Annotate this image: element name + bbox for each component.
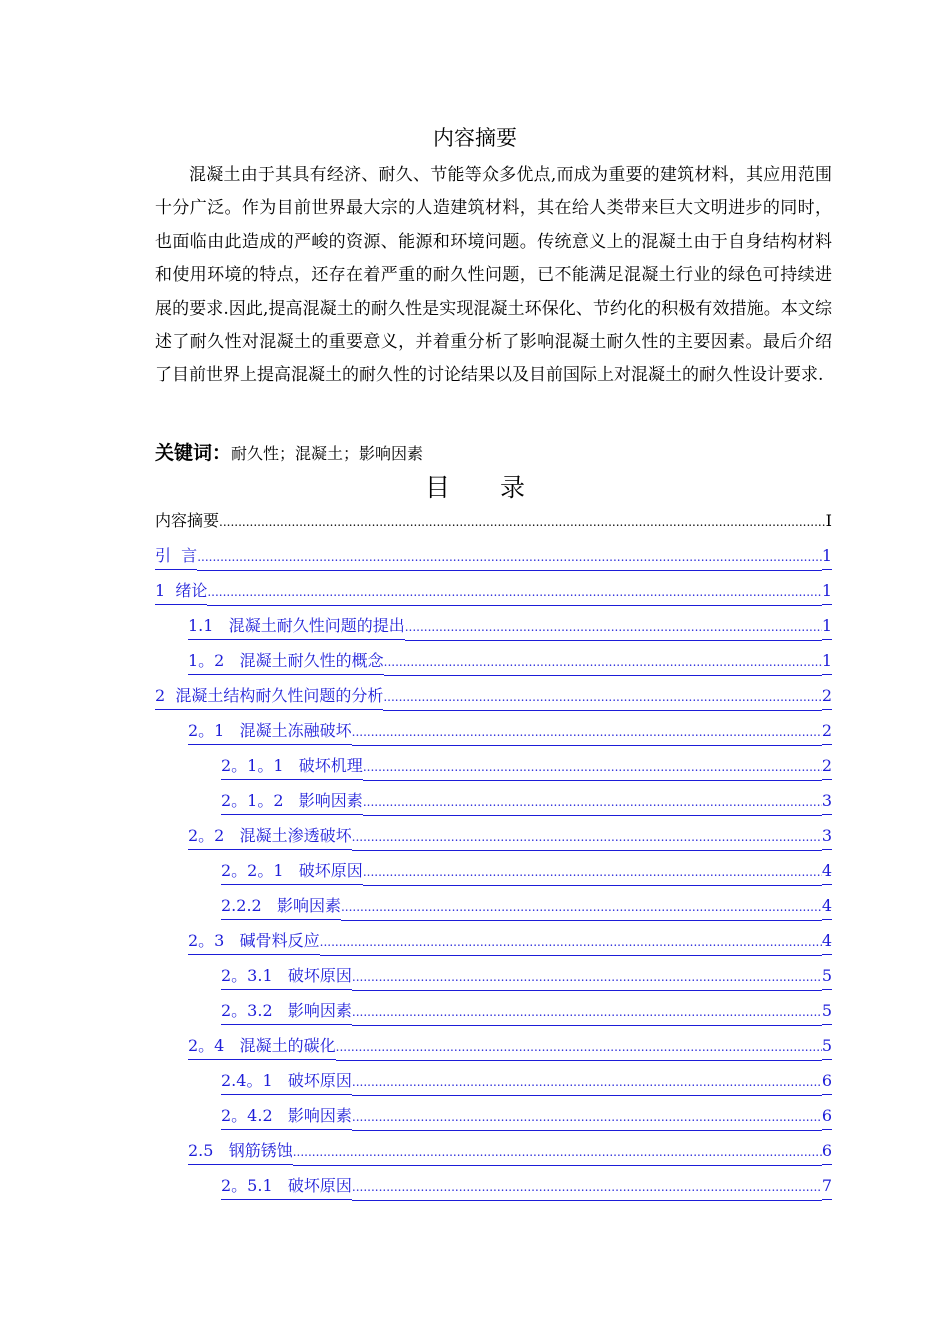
toc-entry-page: 1: [822, 543, 832, 570]
toc-entry-page: 4: [822, 858, 832, 885]
toc-dot-leader: [336, 1034, 822, 1061]
toc-entry-page: 1: [822, 648, 832, 675]
toc-dot-leader: [352, 1174, 822, 1201]
toc-entry-label: 2。4 混凝土的碳化: [188, 1033, 336, 1060]
toc-entry-label: 2.2.2 影响因素: [221, 893, 341, 920]
toc-dot-leader: [341, 894, 822, 921]
toc-entry-page: 4: [822, 893, 832, 920]
toc-entry-label: 2。3.1 破坏原因: [221, 963, 352, 990]
toc-entry[interactable]: [221, 998, 832, 1024]
toc-entry-label: 2。2 混凝土渗透破坏: [188, 823, 352, 850]
toc-entry[interactable]: [221, 1068, 832, 1094]
abstract-title: 内容摘要: [433, 126, 517, 150]
toc-entry-label: 2。1。1 破坏机理: [221, 753, 363, 780]
toc-dot-leader: [363, 789, 822, 816]
toc-dot-leader: [352, 719, 822, 746]
toc-entry-label: 引 言: [155, 543, 197, 570]
toc-entry[interactable]: [221, 753, 832, 779]
toc-entry-label: 2.5 钢筋锈蚀: [188, 1138, 293, 1165]
toc-entry-page: I: [825, 511, 832, 530]
toc-entry-label: 1。2 混凝土耐久性的概念: [188, 648, 384, 675]
toc-dot-leader: [219, 509, 826, 535]
toc-dot-leader: [352, 1104, 822, 1131]
toc-entry-page: 7: [822, 1173, 832, 1200]
toc-dot-leader: [293, 1139, 822, 1166]
toc-dot-leader: [363, 754, 822, 781]
toc-entry-label: 1.1 混凝土耐久性问题的提出: [188, 613, 405, 640]
toc-entry-page: 6: [822, 1138, 832, 1165]
toc-entry-page: 2: [822, 718, 832, 745]
toc-entry[interactable]: [155, 683, 832, 709]
toc-entry-page: 4: [822, 928, 832, 955]
toc-entry[interactable]: [221, 858, 832, 884]
toc-entry-label: 内容摘要: [155, 511, 220, 530]
toc-entry-page: 1: [822, 613, 832, 640]
toc-dot-leader: [320, 929, 822, 956]
toc-entry[interactable]: [221, 788, 832, 814]
toc-entry[interactable]: [221, 963, 832, 989]
toc-dot-leader: [197, 544, 822, 571]
toc-entry[interactable]: [188, 928, 832, 954]
keywords-value: 耐久性；混凝土；影响因素: [231, 444, 424, 463]
toc-dot-leader: [352, 999, 822, 1026]
toc-entry[interactable]: [221, 893, 832, 919]
toc-entry-label: 2。3 碱骨料反应: [188, 928, 320, 955]
toc-entry-page: 3: [822, 788, 832, 815]
toc-dot-leader: [405, 614, 822, 641]
toc-entry[interactable]: [155, 578, 832, 604]
toc-entry-label: 1 绪论: [155, 578, 207, 605]
toc-entry-label: 2 混凝土结构耐久性问题的分析: [155, 683, 383, 710]
toc-dot-leader: [363, 859, 822, 886]
toc-entry[interactable]: [188, 613, 832, 639]
toc-dot-leader: [352, 964, 822, 991]
toc-entry-page: 5: [822, 1033, 832, 1060]
abstract-body: 混凝土由于其具有经济、耐久、节能等众多优点,而成为重要的建筑材料，其应用范围十分广泛。作为目前世界最大宗的人造建筑材料，其在给人类带来巨大文明进步的同时，也面临由此造成的严峻的资源、能源和环境问题。传统意义上的混凝土由于自身结构材料和使用环境的特点，还存在着严重的耐久性问题，已不能满足混凝土行业的绿色可持续进展的要求.因此,提高混凝土的耐久性是实现混凝土环保化、节约化的积极有效措施。本文综述了耐久性对混凝土的重要意义，并着重分析了影响混凝土耐久性的主要因素。最后介绍了目前世界上提高混凝土的耐久性的讨论结果以及目前国际上对混凝土的耐久性设计要求.: [155, 165, 832, 386]
toc-dot-leader: [352, 824, 822, 851]
keywords-label: 关键词：: [155, 442, 232, 464]
toc-entry-page: 2: [822, 683, 832, 710]
toc-entry[interactable]: [221, 1103, 832, 1129]
toc-dot-leader: [383, 684, 821, 711]
toc-entry[interactable]: [188, 718, 832, 744]
toc-entry[interactable]: [188, 1138, 832, 1164]
toc-entry-label: 2。5.1 破坏原因: [221, 1173, 352, 1200]
toc-dot-leader: [207, 579, 821, 606]
toc-entry-label: 2。3.2 影响因素: [221, 998, 352, 1025]
toc-entry-label: 2。4.2 影响因素: [221, 1103, 352, 1130]
keywords-line: [155, 438, 423, 469]
toc-entry[interactable]: [188, 648, 832, 674]
toc-entry-label: 2。1 混凝土冻融破坏: [188, 718, 352, 745]
toc-dot-leader: [384, 649, 822, 676]
toc-entry-page: 6: [822, 1068, 832, 1095]
toc-entry-page: 2: [822, 753, 832, 780]
toc-entry-page: 1: [822, 578, 832, 605]
toc-entry-label: 2。1。2 影响因素: [221, 788, 363, 815]
toc-entry-label: 2。2。1 破坏原因: [221, 858, 363, 885]
toc-title: 目录: [424, 473, 575, 502]
toc-entry-page: 6: [822, 1103, 832, 1130]
toc-entry[interactable]: [155, 543, 832, 569]
toc-entry-page: 5: [822, 998, 832, 1025]
toc-entry[interactable]: [188, 1033, 832, 1059]
toc-entry: [155, 508, 832, 534]
toc-entry-page: 3: [822, 823, 832, 850]
toc-dot-leader: [352, 1069, 822, 1096]
toc-entry[interactable]: [188, 823, 832, 849]
toc-entry-page: 5: [822, 963, 832, 990]
toc-entry[interactable]: [221, 1173, 832, 1199]
toc-entry-label: 2.4。1 破坏原因: [221, 1068, 352, 1095]
